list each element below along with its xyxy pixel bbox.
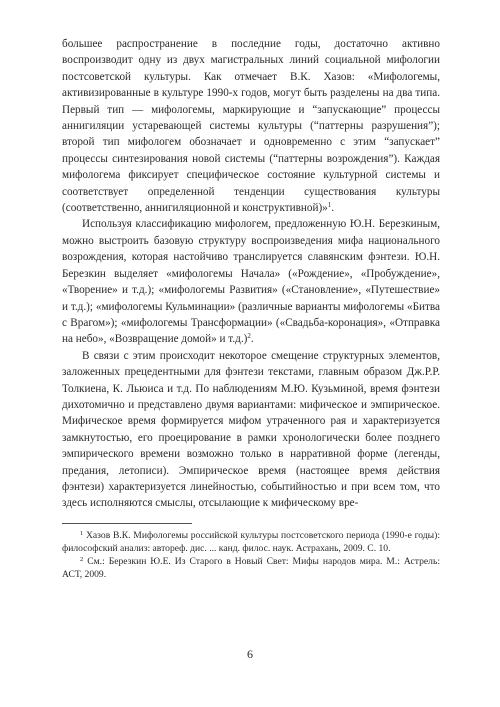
paragraph-2 (62, 216, 440, 347)
paragraph-2-text: Используя классификацию мифологем, предложенную Ю.Н. Березкиным, можно выстроить базовую структуру воспроизведения мифа национального возрождения, которая настойчиво транслируется славянским фэнтези. Ю.Н. Березкин выделяет «мифологемы Начала» («Рождение», «Пробуждение», «Творение» и т.д.); «мифологемы Развития» («Становление», «Путешествие» и т.д.); «мифологемы Кульминации» (различные варианты мифологемы «Битва с Врагом»); «мифологемы Трансформации» («Свадьба-коронация», «Отправка на небо», «Возвращение домой» и т.д.) (62, 218, 440, 346)
paragraph-2-end: . (250, 333, 254, 346)
footnote-ref-1[interactable]: 1 (327, 201, 332, 210)
paragraph-1 (62, 36, 440, 216)
paragraph-3 (62, 348, 440, 512)
footnote-2 (62, 555, 440, 581)
paragraph-1-text: большее распространение в последние годы, достаточно активно воспроизводит одну из двух магистральных линий социальной мифологии постсоветской культуры. Как отмечает В.К. Хазов: «Мифологемы, активизированные в культуре 1990-х годов, могут быть разделены на два типа. Первый тип — мифологемы, маркирующие и “запускающие” процессы аннигиляции устаревающей системы культуры (“паттерны разрушения”); второй тип мифологем обозначает и одновременно с этим “запускает” процессы синтезирования новой системы (“паттерны возрождения”). Каждая мифологема фиксирует специфическое состояние культурной системы и соответствует определенной тенденции существования культуры (соответственно, аннигиляционной и конструктивной)» (62, 38, 440, 215)
footnotes (62, 529, 440, 581)
paragraph-3-text: В связи с этим происходит некоторое смещение структурных элементов, заложенных прецедентными для фэнтези текстами, главным образом Дж.Р.Р. Толкиена, К. Льюиса и т.д. По наблюдениям М.Ю. Кузьминой, время фэнтези дихотомично и представлено двумя вариантами: мифическое и эмпирическое. Мифическое время формируется мифом утраченного рая и характеризуется замкнутостью, его проецирование в рамки хронологически более позднего эмпирического времени возможно только в нарративной форме (легенды, предания, летописи). Эмпирическое время (настоящее время действия фэнтези) характеризуется линейностью, событийностью и при всем том, что здесь исполняются смыслы, отсылающие к мифическому вре- (62, 349, 440, 510)
footnote-1-text: Хазов В.К. Мифологемы российской культуры постсоветского периода (1990-е годы): философский анализ: автореф. дис. ... канд. филос. наук. Астрахань, 2009. С. 10. (62, 529, 440, 554)
footnote-1-number: 1 (80, 529, 84, 537)
paragraph-1-end: . (331, 202, 335, 215)
footnote-ref-2[interactable]: 2 (247, 332, 251, 341)
footnote-divider (62, 523, 192, 524)
footnote-2-text: См.: Березкин Ю.Е. Из Старого в Новый Свет: Мифы народов мира. М.: Астрель: АСТ, 2009. (62, 555, 440, 580)
footnote-2-number: 2 (80, 555, 84, 563)
page-body (62, 36, 440, 581)
footnote-1 (62, 529, 440, 555)
page-number: 6 (247, 647, 253, 661)
